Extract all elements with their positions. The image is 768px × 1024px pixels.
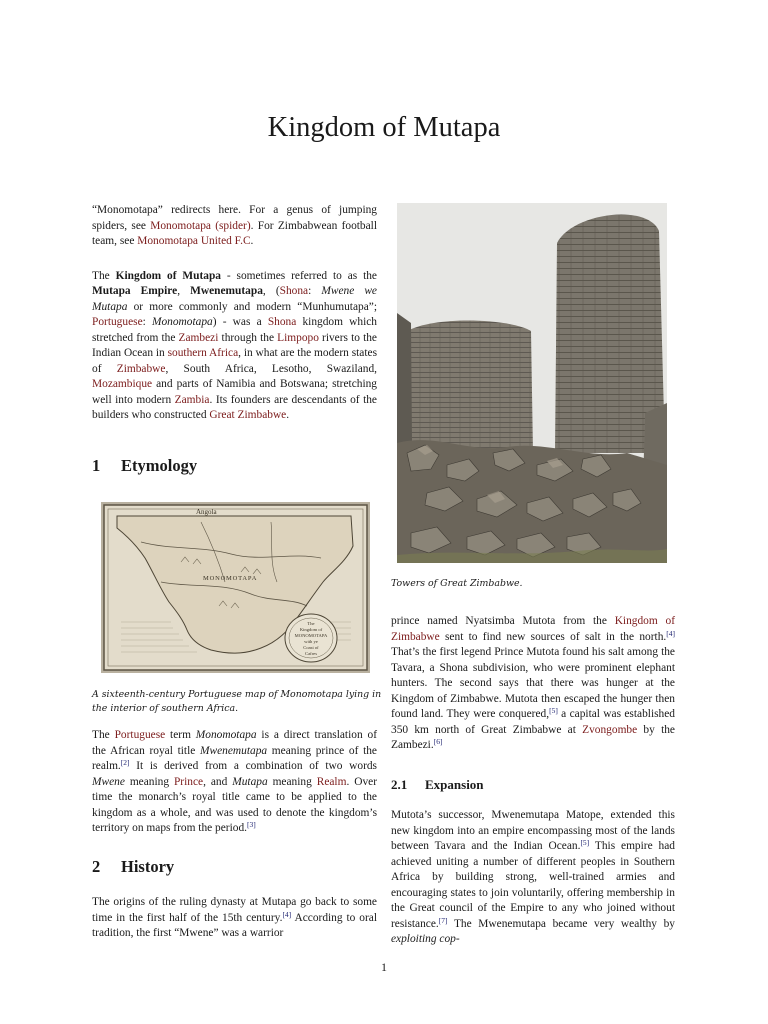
italic-term: Mwene we Mutapa [92,285,377,313]
text: or more commonly and modern “Munhumutapa”; [127,300,377,313]
link-zimbabwe[interactable]: Zimbabwe [116,362,166,375]
lead-paragraph [92,269,377,424]
text: rivers to the Indian Ocean in [92,331,377,359]
text: kingdom which stretched from the [92,316,377,344]
link-kingdom-of-zimbabwe[interactable]: Kingdom of Zimbabwe [391,615,675,643]
text: , in what are the modern states of [92,347,377,375]
text: sent to find new sources of salt in the north. [439,630,667,643]
page-title: Kingdom of Mutapa [267,112,501,143]
section-history-heading [92,857,377,877]
text: a capital was established 350 km north of Great Zimbabwe at [391,708,675,736]
hatnote-text: . [250,235,254,247]
map-label-kingdom: MONOMOTAPA [203,575,258,582]
text: - sometimes referred to as the [220,269,377,282]
section-etymology-heading [92,456,377,476]
map-label-top: Angola [196,508,217,516]
text: The Mwenemutapa became very wealthy by [447,917,675,930]
map-caption: A sixteenth-century Portuguese map of Monomotapa lying in the interior of southern Africa. [92,689,382,714]
link-limpopo[interactable]: Limpopo [277,331,319,344]
text: According to oral tradition, the first “Mwene” was a warrior [92,911,377,939]
citation-ref[interactable]: [5] [580,838,590,847]
towers-caption: Towers of Great Zimbabwe. [391,578,523,589]
text: , [177,285,191,297]
link-mozambique[interactable]: Mozambique [92,378,153,390]
text: Mutota’s successor, Mwenemutapa Matope, extended this new kingdom into an empire encompassing most of the lands between Tavara and the Indian Ocean. [391,809,675,852]
text: The origins of the ruling dynasty at Mutapa go back to some time in the first half of the 15th century. [92,896,377,924]
text: The [92,729,115,741]
text: , South Africa, Lesotho, Swaziland, [165,362,377,375]
link-shona[interactable]: Shona [279,285,309,297]
section-title: Expansion [425,777,484,792]
link-prince[interactable]: Prince [173,775,204,788]
citation-ref[interactable]: [2] [120,758,130,767]
map-cartouche-line: MONOMOTAPA [294,633,328,638]
link-zambezi[interactable]: Zambezi [178,331,219,344]
map-cartouche-line: Cafres [305,651,317,656]
link-southern-africa[interactable]: southern Africa [167,347,239,359]
section-title: History [121,857,175,876]
italic-term: Mutapa [232,775,268,788]
history-paragraph [92,895,377,942]
text: meaning prince of the realm. [92,744,377,772]
citation-ref[interactable]: [7] [438,915,448,925]
text: by the Zambezi. [391,723,675,751]
text: : [142,316,152,328]
italic-term: Mwene [92,775,125,788]
citation-ref[interactable]: [5] [549,706,558,715]
map-of-monomotapa-image [101,502,370,673]
link-portuguese[interactable]: Portuguese [92,316,143,328]
section-number: 1 [92,456,101,475]
section-number: 2 [92,857,101,876]
bold-term: Mwenemutapa [190,285,263,297]
hatnote [92,203,377,250]
towers-photo [397,203,667,563]
page-number: 1 [381,960,387,974]
map-cartouche-line: The [307,621,315,626]
link-zambia[interactable]: Zambia [174,393,210,406]
link-zvongombe[interactable]: Zvongombe [582,723,638,736]
text: , ( [262,285,280,297]
link-shona-2[interactable]: Shona [267,316,297,328]
text: , and [203,775,233,788]
expansion-paragraph [391,808,675,948]
text: That’s the first legend Prince Mutota found his salt among the Tavara, a Shona subdivision, who were prominent elephant hunters. The second says that there was hunger at the Kingdom of Zimbabwe. Mutota then escaped the hunger then found land. They were conquered, [391,646,675,720]
left-column-intro [92,203,377,424]
link-great-zimbabwe[interactable]: Great Zimbabwe [209,409,287,421]
text: It is derived from a combination of two words [129,760,377,772]
text: and parts of Namibia and Botswana; stretching well into modern [92,378,377,406]
citation-ref[interactable]: [3] [247,820,256,829]
text: meaning [124,775,174,788]
italic-term: Monomotapa [195,729,257,741]
text: This empire had achieved uniting a number of different peoples in Southern Africa by building strong, well-trained armies and encouraging states to join voluntarily, offering membership in the Great council of the Empire to any who joined without resistance. [391,840,675,930]
etymology-paragraph [92,728,377,837]
map-illustration [101,502,370,673]
link-portuguese-term[interactable]: Portuguese [114,729,166,741]
text: through the [218,331,278,344]
text: term [165,729,196,741]
section-title: Etymology [121,456,198,475]
hatnote-text: “Monomotapa” redirects here. For a genus of jumping spiders, see [92,204,377,232]
link-monomotapa-united[interactable]: Monomotapa United F.C [137,235,251,247]
citation-ref[interactable]: [4] [282,909,292,919]
bold-term: Kingdom of Mutapa [115,269,221,282]
subsection-expansion-heading [391,777,675,793]
text: . Over time the monarch’s royal title came to be applied to the kingdom as a whole, and was used to denote the kingdom’s territory on maps from the period. [92,775,377,834]
citation-ref[interactable]: [6] [433,737,443,746]
link-realm[interactable]: Realm [316,775,347,788]
italic-term: exploiting cop- [391,933,460,945]
text: . Its founders are descendants of the builders who constructed [92,393,377,421]
map-cartouche-line: Kingdom of [299,627,323,632]
text: meaning [267,775,317,788]
text: ) - was a [212,316,268,328]
text: The [92,269,116,282]
section-number: 2.1 [391,777,408,792]
text: is a direct translation of the African royal title [92,729,377,757]
citation-ref[interactable]: [4] [666,628,675,638]
link-monomotapa-spider[interactable]: Monomotapa (spider) [150,219,251,232]
italic-term: Mwenemutapa [200,744,268,757]
text: prince named Nyatsimba Mutota from the [391,615,615,627]
map-cartouche-line: with ye [304,639,318,644]
text: : [308,285,322,297]
history-continuation-paragraph [391,614,675,754]
hatnote-text: . For Zimbabwean football team, see [92,219,378,247]
italic-term: Monomotapa [151,316,213,328]
bold-term: Mutapa Empire [92,285,178,297]
great-zimbabwe-towers-image [397,203,667,563]
map-cartouche-line: Coast of [303,645,319,650]
text: . [286,409,290,421]
